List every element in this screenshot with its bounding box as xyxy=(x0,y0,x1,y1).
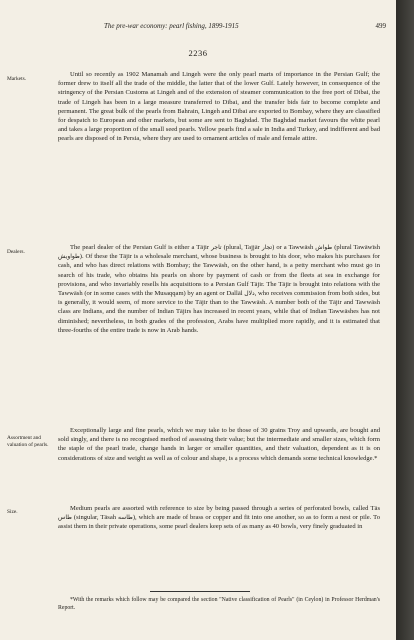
margin-note-size: Size. xyxy=(7,509,18,515)
margin-note-markets: Markets. xyxy=(7,76,27,82)
margin-note-assortment: Assortment and valuation of pearls. xyxy=(7,435,49,448)
dealers-text-1: The pearl dealer of the Persian Gulf is either a Tājir xyxy=(70,244,210,251)
size-text-2: (singular, Tāsah xyxy=(73,514,117,522)
dealers-text-4: (plural Tawāwīsh xyxy=(334,244,380,251)
paragraph-assortment: Exceptionally large and fine pearls, which we may take to be those of 30 grains Troy and upwards, are bought and sold singly, and there is no recognised method of assessing their value; but the intermediate and smaller sizes, which form the staple of the pearl trade, change hands in larger or smaller quantities, and their valuation, dependent as it is on considerations of size and weight as well as of colour and shape, is a process which demands some technical knowledge.* xyxy=(58,427,380,462)
running-title: The pre-war economy: pearl fishing, 1899-1915 xyxy=(104,22,239,30)
footnote-divider xyxy=(150,591,250,592)
dealers-text-3: ) or a Tawwāsh xyxy=(272,244,314,251)
arabic-tasah: طاسه xyxy=(117,514,133,522)
book-gutter-edge xyxy=(396,0,414,640)
arabic-tajir: تاجر xyxy=(211,244,222,251)
header-page-number: 499 xyxy=(375,22,386,30)
dealers-text-6: , who receives commission from both sides, but is generally, it would seem, of more service to the Tājir than to the Tawwāsh. A number both of the Tājir and Tawwāsh class are Indians, and the number of Indian Tājirs has increased in recent years, while that of Indian Tawwāshes has not diminished; nevertheless, in both grades of the profession, Arabs have multiplied more rapidly, and it is estimated that three-fourths of the entire trade is now in Arab hands. xyxy=(58,290,380,334)
margin-note-dealers: Dealers. xyxy=(7,249,25,255)
paragraph-dealers xyxy=(58,243,380,335)
arabic-tawawish: طواويش xyxy=(58,253,80,261)
paragraph-size xyxy=(58,504,380,532)
size-text-3: ), which are made of brass or copper and fit into one another, so as to form a nest or pile. To assist them in their private operations, some pearl dealers keep sets of as many as 40 bowls, very finely graduated in xyxy=(58,514,380,531)
footnote: *With the remarks which follow may be compared the section "Native classification of Pearls" (in Ceylon) in Professor Herdman's Report. xyxy=(58,597,380,611)
paragraph-markets: Until so recently as 1902 Manamah and Lingeh were the only pearl marts of importance in the Persian Gulf; the former drew to itself all the trade of the middle, the latter that of the lower Gulf. Lately however, in consequence of the stringency of the Persian Customs at Lingeh and of the extension of steamer communication to the free port of Dibai, the trade of Lingeh has been in a large measure transferred to Dibai, and the transfer bids fair to become complete and permanent. The great bulk of the pearls from Bahrain, Lingeh and Dibai are exported to Bombay, where they are classified for despatch to European and other markets, but some are sent to Baghdad. The Baghdad market favours the white pearl and takes a large proportion of the small seed pearls. Yellow pearls find a sale in India and Turkey, and indifferent and bad pearls are disposed of in Persia, where they are used to ornament articles of male and female attire. xyxy=(58,71,380,143)
dealers-text-5: ). Of these the Tājir is a wholesale merchant, whose business is brought to his door, who makes his purchases for cash, and who has direct relations with Bombay; the Tawwāsh, on the other hand, is a petty merchant who must go in search of his trade, who obtains his pearls on shore by payment of cash or from the fleets at sea in exchange for provisions, and who invariably resells his acquisitions to a Persian Gulf Tājir. The Tājir is brought into relations with the Tawwāsh (or in some cases with the Musaqqam) by an agent or Dallāl xyxy=(58,253,380,298)
arabic-tajjar: تجار xyxy=(261,244,273,251)
arabic-tas: طاس xyxy=(58,514,72,522)
arabic-tawwash: طواش xyxy=(315,244,333,251)
section-page-number: 2236 xyxy=(188,48,208,58)
dealers-text-2: (plural, Tajjār xyxy=(223,244,260,251)
arabic-dallal: دلال xyxy=(244,290,255,298)
size-text-1: Medium pearls are assorted with reference to size by being passed through a series of perforated bowls, called Tās xyxy=(70,505,380,512)
